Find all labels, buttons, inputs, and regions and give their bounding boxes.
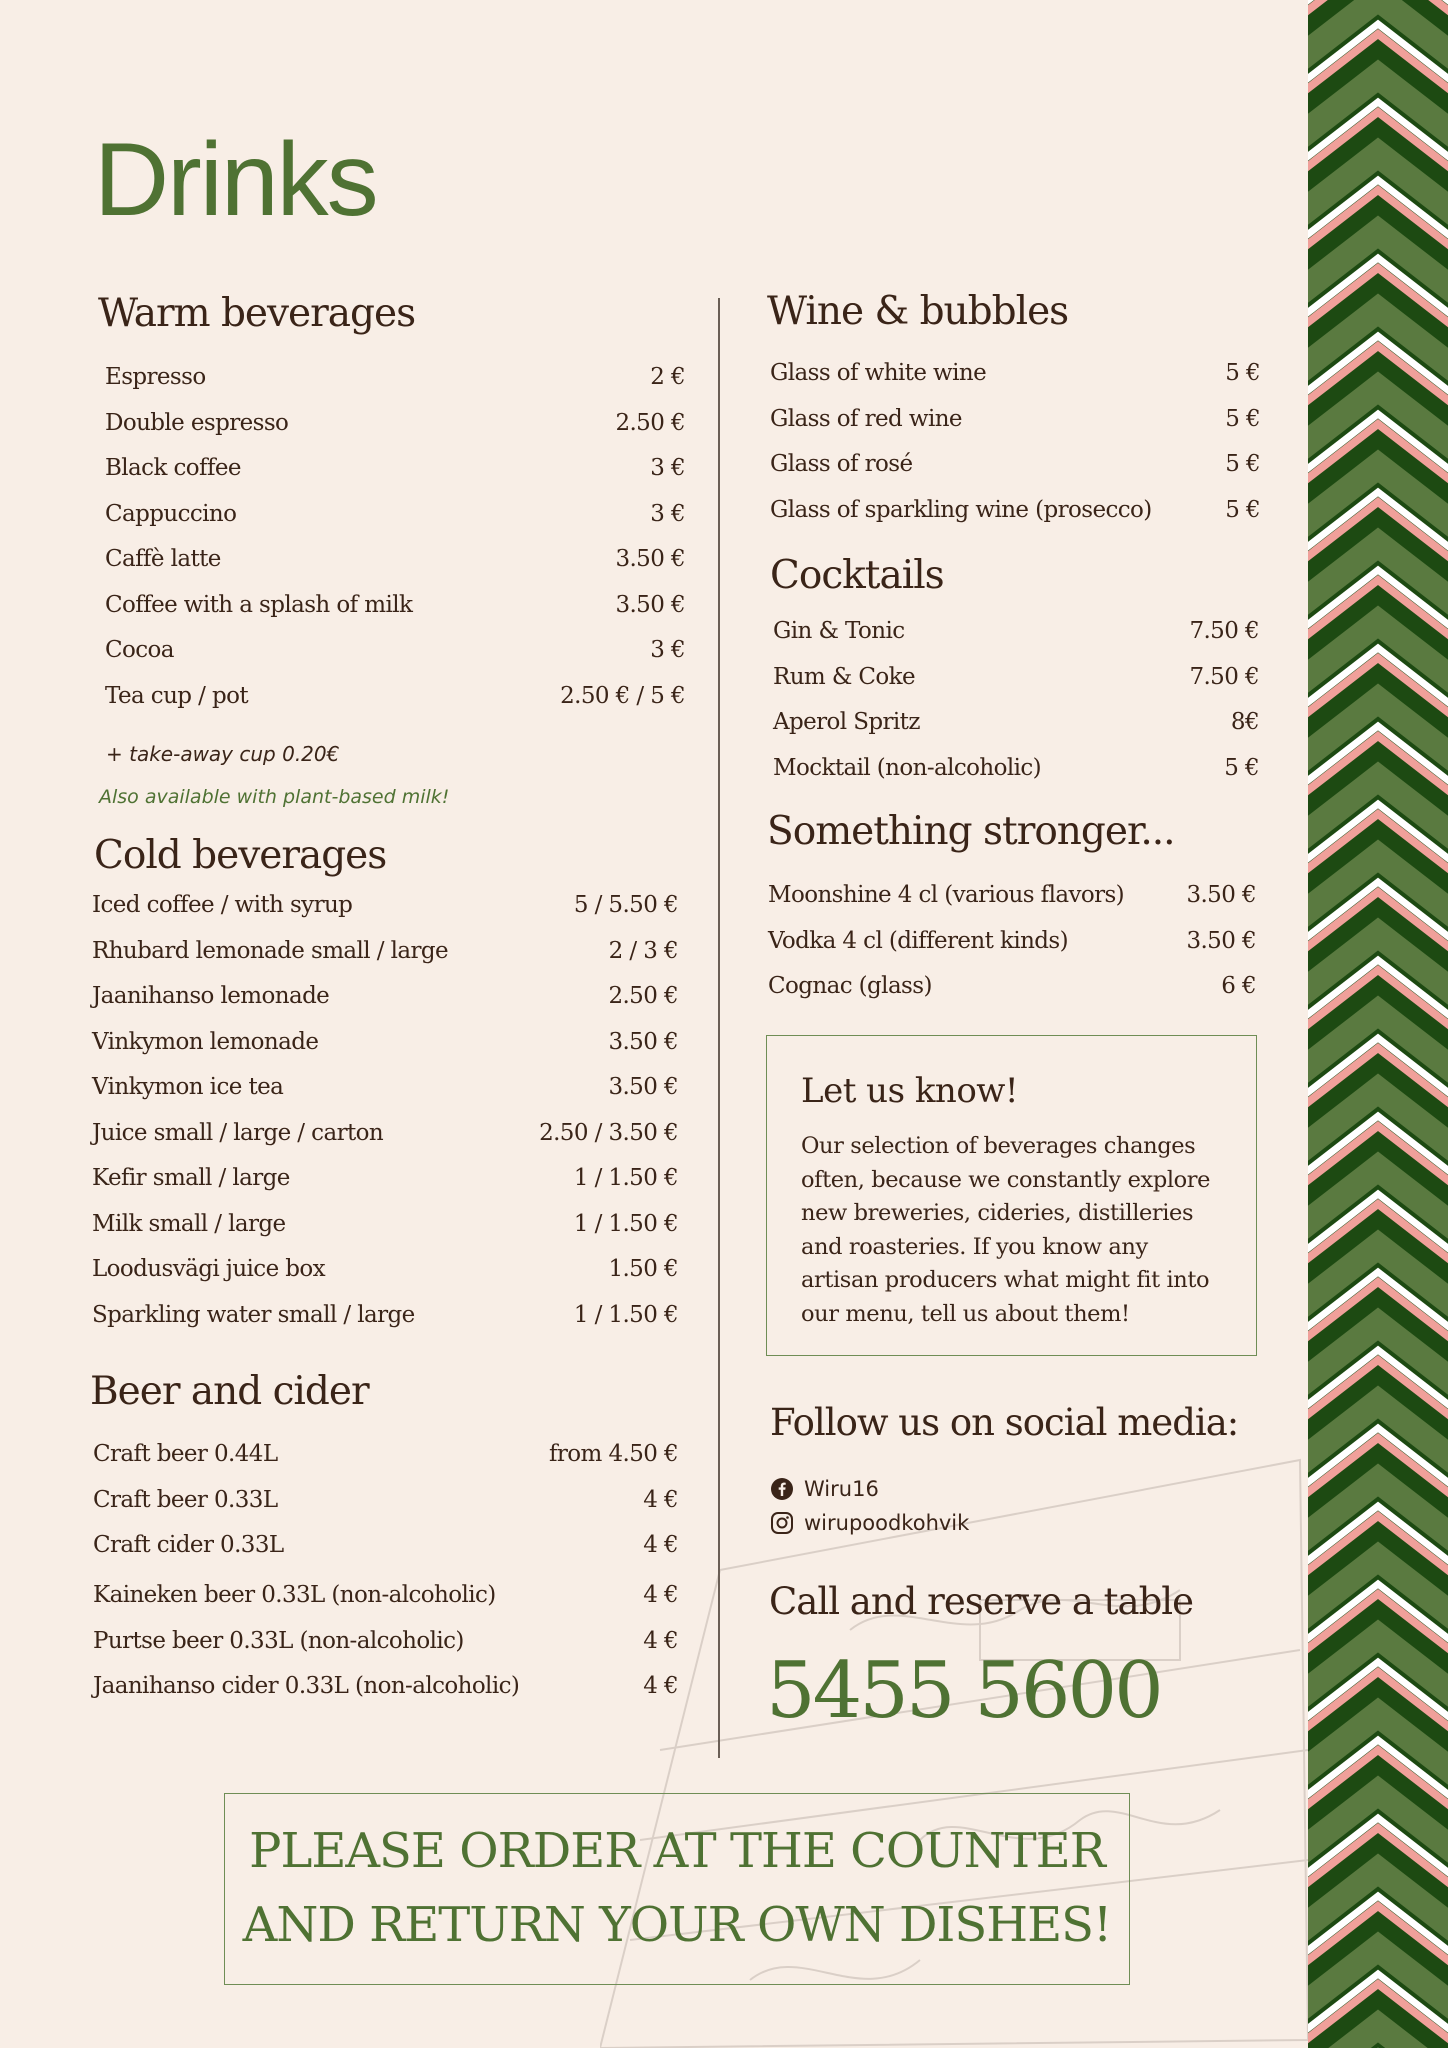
cold-beverages-heading: Cold beverages (94, 833, 387, 878)
page-title: Drinks (94, 122, 377, 238)
list-item (770, 406, 1260, 452)
item-price: 7.50 € (1189, 663, 1259, 690)
list-item (773, 709, 1259, 755)
item-price: 8€ (1230, 709, 1259, 735)
cocktails-list (773, 618, 1259, 800)
list-item (773, 618, 1259, 664)
item-price: 7.50 € (1189, 618, 1259, 644)
list-item (92, 1211, 678, 1257)
list-item (93, 1628, 678, 1674)
instagram-handle: wirupoodkohvik (804, 1511, 970, 1535)
list-item (92, 983, 678, 1029)
wine-bubbles-heading: Wine & bubbles (767, 289, 1069, 334)
item-price: 3.50 € (615, 546, 685, 572)
item-price: 1 / 1.50 € (573, 1165, 678, 1191)
item-name: Black coffee (105, 455, 241, 481)
list-item (92, 1165, 678, 1211)
item-name: Juice small / large / carton (92, 1119, 384, 1146)
list-item (105, 455, 685, 501)
instagram-link[interactable] (770, 1506, 969, 1540)
item-price: 3.50 € (608, 1074, 678, 1100)
wine-list (770, 360, 1260, 542)
item-price: from 4.50 € (548, 1441, 678, 1467)
item-price: 4 € (643, 1486, 678, 1513)
list-item (92, 1029, 678, 1075)
item-name: Cognac (glass) (768, 973, 932, 999)
list-item (93, 1673, 678, 1719)
list-item (105, 546, 685, 592)
list-item (92, 1074, 678, 1120)
item-price: 3.50 € (608, 1028, 678, 1055)
item-price: 3 € (650, 637, 685, 663)
list-item (105, 592, 685, 638)
item-name: Milk small / large (92, 1210, 286, 1237)
facebook-handle: Wiru16 (804, 1477, 879, 1501)
list-item (105, 501, 685, 547)
item-name: Gin & Tonic (773, 618, 905, 644)
list-item (770, 360, 1260, 406)
item-price: 4 € (643, 1627, 678, 1654)
item-price: 2.50 € (615, 409, 685, 436)
list-item (768, 973, 1256, 1019)
facebook-icon (770, 1477, 794, 1501)
item-name: Jaanihanso cider 0.33L (non-alcoholic) (93, 1673, 520, 1699)
item-name: Cappuccino (105, 500, 237, 527)
list-item (773, 664, 1259, 710)
reserve-heading: Call and reserve a table (769, 1580, 1194, 1623)
takeaway-cup-note: + take-away cup 0.20€ (106, 742, 340, 766)
item-name: Rhubard lemonade small / large (92, 937, 449, 964)
list-item (93, 1441, 678, 1487)
item-name: Craft cider 0.33L (93, 1532, 284, 1558)
item-price: 3.50 € (1186, 927, 1256, 954)
item-price: 3.50 € (1186, 882, 1256, 908)
item-name: Kefir small / large (92, 1165, 290, 1191)
chevron-stripe-decoration (1308, 0, 1448, 2048)
item-name: Iced coffee / with syrup (92, 892, 353, 918)
item-name: Espresso (105, 364, 206, 390)
item-price: 1.50 € (608, 1256, 678, 1282)
list-item (770, 497, 1260, 543)
item-name: Glass of white wine (770, 360, 987, 386)
item-price: 3 € (650, 455, 685, 481)
list-item (770, 451, 1260, 497)
cocktails-heading: Cocktails (770, 553, 944, 598)
item-name: Vinkymon ice tea (92, 1074, 284, 1100)
item-price: 5 € (1225, 496, 1260, 523)
list-item (768, 928, 1256, 974)
column-divider (718, 298, 720, 1758)
item-name: Glass of rosé (770, 451, 913, 477)
item-name: Vodka 4 cl (different kinds) (768, 927, 1068, 954)
phone-number[interactable]: 5455 5600 (766, 1646, 1161, 1736)
social-links (770, 1472, 969, 1540)
item-price: 2.50 / 3.50 € (539, 1119, 678, 1146)
item-name: Mocktail (non-alcoholic) (773, 754, 1042, 781)
let-us-know-title: Let us know! (801, 1071, 1019, 1111)
item-name: Sparkling water small / large (92, 1301, 415, 1328)
list-item (92, 892, 678, 938)
cold-beverages-list (92, 892, 678, 1347)
list-item (92, 1120, 678, 1166)
item-name: Craft beer 0.44L (93, 1441, 278, 1467)
item-name: Tea cup / pot (105, 682, 248, 709)
warm-beverages-heading: Warm beverages (98, 291, 416, 336)
item-price: 5 € (1225, 405, 1260, 432)
list-item (93, 1582, 678, 1628)
item-price: 4 € (643, 1532, 678, 1558)
list-item (105, 410, 685, 456)
item-price: 5 € (1225, 451, 1260, 477)
item-name: Glass of sparkling wine (prosecco) (770, 496, 1152, 523)
item-price: 4 € (643, 1673, 678, 1699)
item-price: 1 / 1.50 € (573, 1210, 678, 1237)
list-item (105, 637, 685, 683)
list-item (105, 364, 685, 410)
item-name: Vinkymon lemonade (92, 1028, 319, 1055)
item-name: Aperol Spritz (773, 709, 920, 735)
social-media-heading: Follow us on social media: (770, 1401, 1239, 1444)
banner-line-1: PLEASE ORDER AT THE COUNTER (249, 1823, 1105, 1879)
item-name: Caffè latte (105, 546, 221, 572)
list-item (773, 755, 1259, 801)
item-name: Moonshine 4 cl (various flavors) (768, 882, 1125, 908)
item-name: Craft beer 0.33L (93, 1486, 278, 1513)
item-price: 2 € (650, 364, 685, 390)
item-price: 3.50 € (615, 591, 685, 618)
item-price: 5 / 5.50 € (573, 892, 678, 918)
list-item (92, 1256, 678, 1302)
banner-line-2: AND RETURN YOUR OWN DISHES! (242, 1897, 1112, 1953)
item-price: 6 € (1221, 973, 1256, 999)
beer-cider-heading: Beer and cider (90, 1369, 369, 1414)
warm-beverages-list (105, 364, 685, 728)
list-item (92, 938, 678, 984)
item-name: Kaineken beer 0.33L (non-alcoholic) (93, 1582, 496, 1608)
plant-milk-note: Also available with plant-based milk! (99, 786, 450, 808)
item-price: 2.50 € / 5 € (560, 682, 685, 709)
item-price: 4 € (643, 1582, 678, 1608)
let-us-know-box (766, 1035, 1257, 1356)
order-counter-banner (224, 1793, 1130, 1985)
list-item (93, 1532, 678, 1582)
item-name: Purtse beer 0.33L (non-alcoholic) (93, 1627, 464, 1654)
stronger-list (768, 882, 1256, 1019)
item-name: Double espresso (105, 409, 289, 436)
facebook-link[interactable] (770, 1472, 969, 1506)
item-price: 5 € (1225, 360, 1260, 386)
let-us-know-body: Our selection of beverages changes often, because we constantly explore new breweries, cideries, distilleries and roasteries. If you know any artisan producers what might fit into our menu, tell us about them! (801, 1133, 1211, 1327)
beer-cider-list (93, 1441, 678, 1719)
item-price: 1 / 1.50 € (573, 1301, 678, 1328)
item-name: Coffee with a splash of milk (105, 591, 413, 618)
list-item (105, 683, 685, 729)
item-price: 2 / 3 € (608, 937, 678, 964)
item-price: 3 € (650, 500, 685, 527)
item-name: Jaanihanso lemonade (92, 983, 330, 1009)
instagram-icon (770, 1511, 794, 1535)
item-name: Rum & Coke (773, 663, 916, 690)
item-name: Loodusvägi juice box (92, 1256, 326, 1282)
list-item (768, 882, 1256, 928)
item-name: Glass of red wine (770, 405, 962, 432)
item-price: 2.50 € (608, 983, 678, 1009)
item-name: Cocoa (105, 637, 174, 663)
item-price: 5 € (1224, 754, 1259, 781)
banner-text (225, 1794, 1129, 1962)
list-item (93, 1487, 678, 1533)
something-stronger-heading: Something stronger... (767, 809, 1175, 854)
list-item (92, 1302, 678, 1348)
